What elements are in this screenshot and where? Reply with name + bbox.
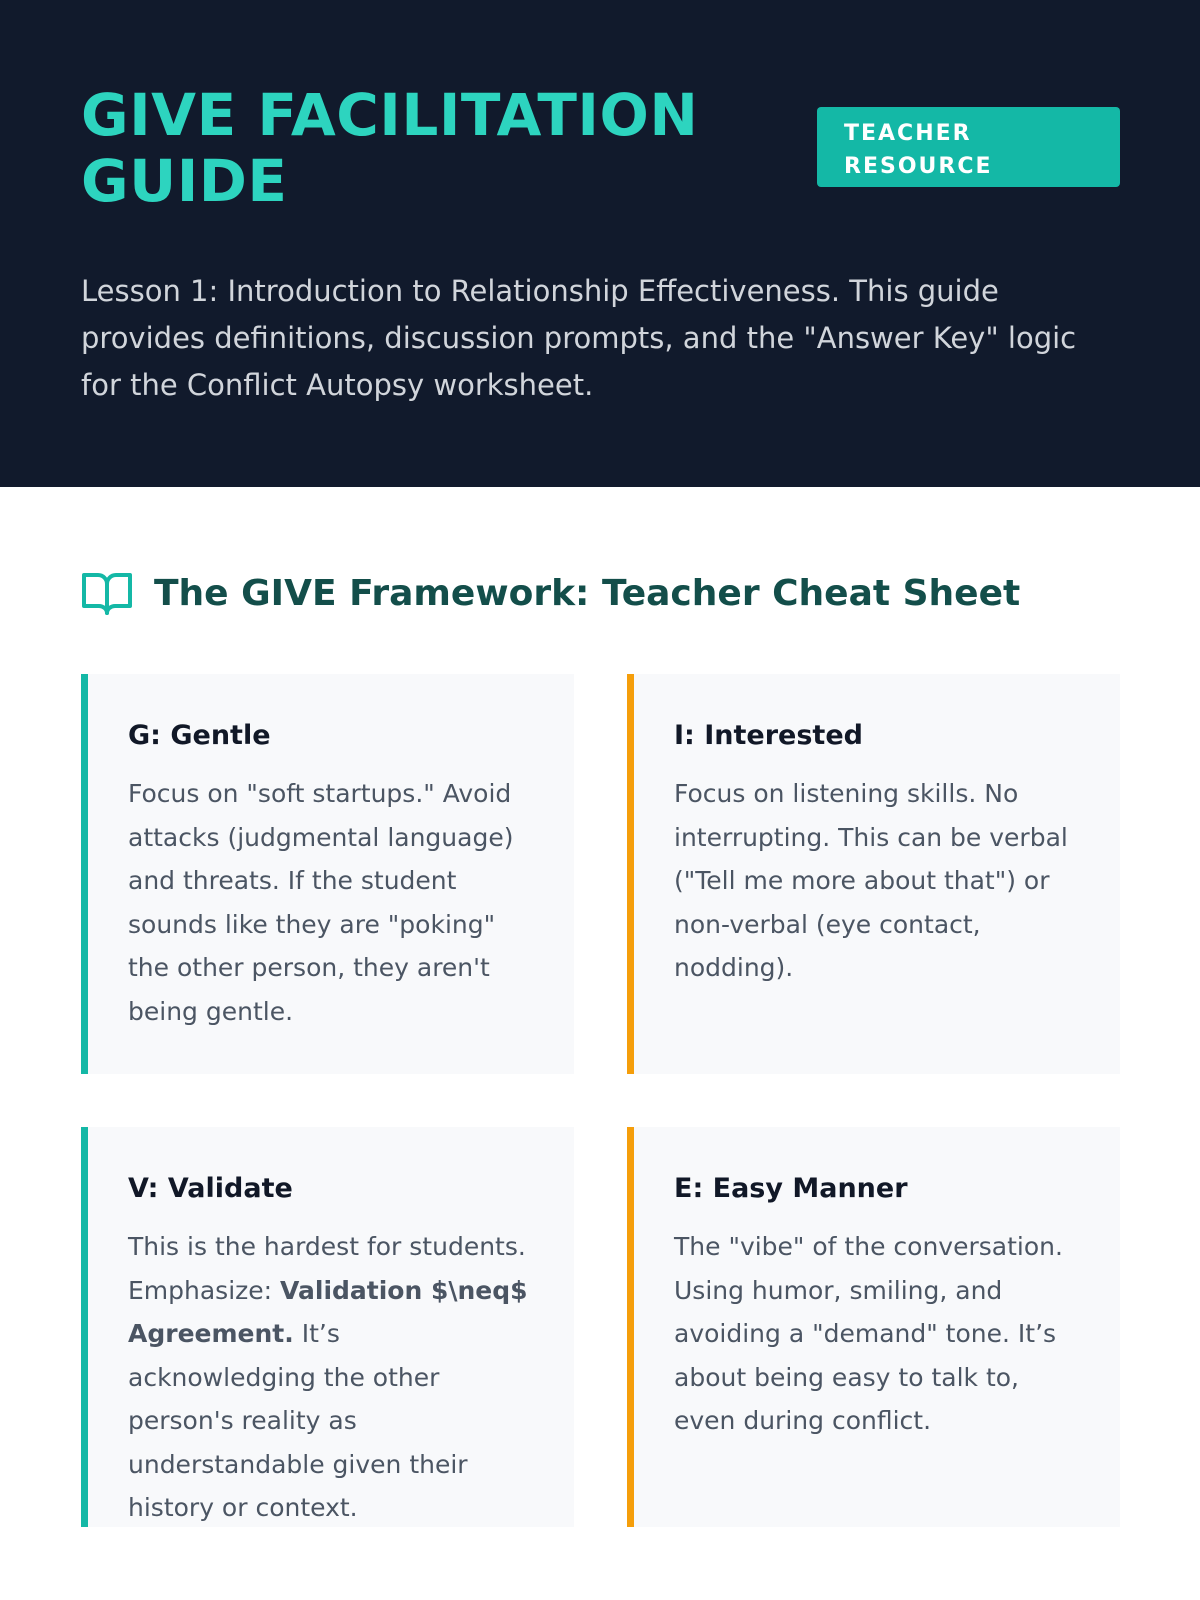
card-interested: [627, 674, 1120, 1074]
page-title-line-2: GUIDE: [81, 147, 288, 215]
section-title: The GIVE Framework: Teacher Cheat Sheet: [154, 572, 1021, 614]
card-title: V: Validate: [128, 1173, 293, 1204]
badge-line-1: TEACHER: [844, 121, 972, 146]
intro-text: Lesson 1: Introduction to Relationship Effectiveness. This guide provides definitions, discussion prompts, and the "Answer Key" logic for the Conflict Autopsy worksheet.: [81, 274, 1077, 402]
book-open-icon: [81, 570, 133, 616]
card-easy-manner: [627, 1127, 1120, 1527]
page-title: [81, 82, 721, 214]
card-title: I: Interested: [674, 720, 863, 751]
card-gentle: [81, 674, 574, 1074]
card-body-rest: It’s acknowledging the other person's reality as understandable given their history or context.: [128, 1319, 468, 1522]
page-title-line-1: GIVE FACILITATION: [81, 81, 699, 149]
card-body-intro: This is the hardest for students. Emphasize:: [128, 1232, 526, 1305]
header-banner: [0, 0, 1200, 487]
card-body: [128, 1225, 534, 1530]
card-title: E: Easy Manner: [674, 1173, 908, 1204]
card-body: Focus on listening skills. No interrupting. This can be verbal ("Tell me more about that") or non-verbal (eye contact, nodding).: [674, 779, 1068, 982]
teacher-resource-badge: [817, 107, 1120, 187]
card-body: The "vibe" of the conversation. Using humor, smiling, and avoiding a "demand" tone. It’s about being easy to talk to, even during conflict.: [674, 1232, 1063, 1435]
card-body-emphasis: Validation $\neq$ Agreement.: [128, 1275, 528, 1348]
card-body: Focus on "soft startups." Avoid attacks (judgmental language) and threats. If the student sounds like they are "poking" the other person, they aren't being gentle.: [128, 779, 514, 1026]
section-header: [81, 565, 1020, 621]
badge-line-2: RESOURCE: [844, 154, 993, 179]
card-validate: [81, 1127, 574, 1527]
card-title: G: Gentle: [128, 720, 271, 751]
